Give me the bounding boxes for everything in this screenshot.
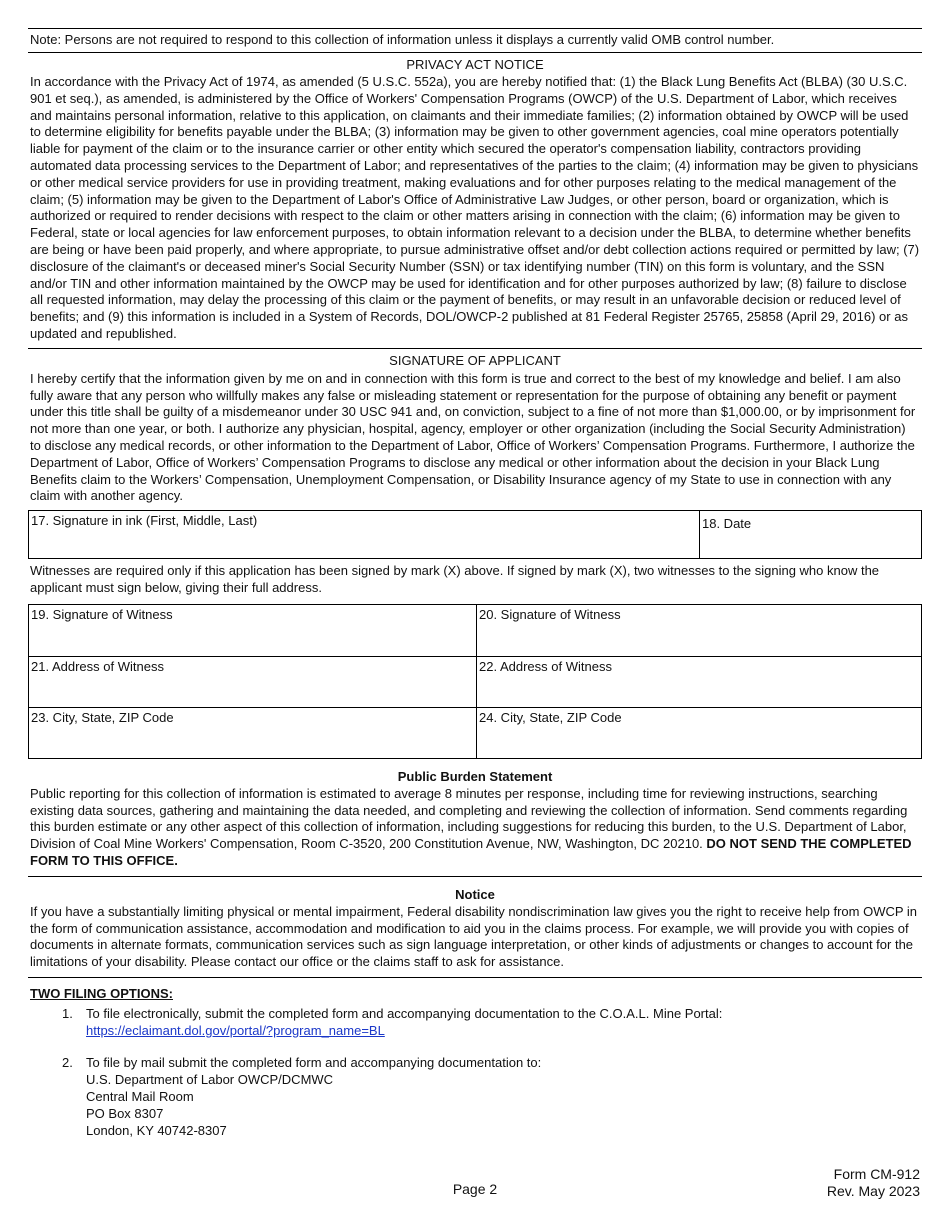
- applicant-signature-table: [28, 510, 922, 559]
- witness-1-signature-field[interactable]: [29, 604, 477, 656]
- signature-field[interactable]: [29, 511, 700, 559]
- filing-option-electronic: [62, 1006, 922, 1040]
- notice-text: If you have a substantially limiting physical or mental impairment, Federal disability nondiscrimination law gives you the right to receive help from OWCP in the form of communication assistance, accommodation and modification to aid you in the claims process. For example, we will provide you with copies of documents in alternate formats, communication services such as sign language interpretation, or other kinds of adjustments or changes to account for the limitations of your disability. Please contact our office or the claims staff to ask for assistance.: [30, 903, 918, 970]
- notice-title: Notice: [455, 886, 495, 902]
- date-field-label: 18. Date: [702, 516, 752, 532]
- signature-of-applicant-title: SIGNATURE OF APPLICANT: [389, 352, 561, 368]
- form-page: [28, 28, 922, 1139]
- witness-1-address-field[interactable]: [29, 656, 477, 707]
- witness-2-city-state-zip-label: 24. City, State, ZIP Code: [479, 709, 622, 725]
- certification-text: I hereby certify that the information given by me on and in connection with this form is true and correct to the best of my knowledge and belief. I am also fully aware that any person who willfully makes any false or misleading statement or representation for the purpose of obtaining any benefit or payment under this title shall be guilty of a misdemeanor under 30 USC 941 and, on conviction, subject to a fine of not more than $1,000.00, or by imprisonment for not more than one year, or both. I authorize any physician, hospital, agency, employer or other organization (including the Social Security Administration) to disclose any medical records, or other information to the Department of Labor, Office of Workers’ Compensation Programs. Furthermore, I authorize the Department of Labor, Office of Workers’ Compensation Programs to disclose any medical or other information about the decision in your Black Lung Benefits claim to the Workers’ Compensation, Unemployment Compensation, or Disability Insurance agency of my State to use in connection with any claim with another agency.: [30, 370, 916, 504]
- form-id-block: [827, 1166, 920, 1200]
- witness-2-signature-field[interactable]: [477, 604, 922, 656]
- witness-1-signature-label: 19. Signature of Witness: [31, 606, 173, 622]
- witness-1-city-state-zip-label: 23. City, State, ZIP Code: [31, 709, 174, 725]
- witness-2-city-state-zip-field[interactable]: [477, 707, 922, 758]
- mail-address-line-4: London, KY 40742-8307: [86, 1122, 227, 1138]
- option-2-number: 2.: [62, 1055, 73, 1071]
- filing-options-heading: TWO FILING OPTIONS:: [30, 985, 173, 1001]
- form-number: Form CM-912: [833, 1166, 920, 1182]
- filing-option-mail: [62, 1055, 922, 1139]
- witness-instructions: Witnesses are required only if this application has been signed by mark (X) above. If signed by mark (X), two witnesses to the signing who know the applicant must sign below, giving their full address.: [30, 563, 880, 595]
- form-revision: Rev. May 2023: [826, 1183, 920, 1199]
- option-1-number: 1.: [62, 1005, 73, 1021]
- signature-field-label: 17. Signature in ink (First, Middle, Last): [31, 513, 258, 529]
- witness-2-address-label: 22. Address of Witness: [479, 658, 612, 674]
- public-burden-body: Public reporting for this collection of information is estimated to average 8 minutes per response, including time for reviewing instructions, searching existing data sources, gathering and maintaining the data needed, and completing and reviewing the collection of information. Send comments regarding this burden estimate or any other aspect of this collection of information, including suggestions for reducing this burden, to the U.S. Department of Labor, Division of Coal Mine Workers' Compensation, Room C-3520, 200 Constitution Avenue, NW, Washington, DC 20210.: [30, 785, 908, 852]
- mail-address-line-1: U.S. Department of Labor OWCP/DCMWC: [86, 1072, 334, 1088]
- witness-2-signature-label: 20. Signature of Witness: [479, 606, 621, 622]
- page-number: Page 2: [452, 1181, 498, 1197]
- public-burden-title: Public Burden Statement: [397, 768, 553, 784]
- mail-address-line-2: Central Mail Room: [86, 1089, 194, 1105]
- witness-1-address-label: 21. Address of Witness: [31, 658, 164, 674]
- option-2-text: To file by mail submit the completed form and accompanying documentation to:: [86, 1055, 542, 1071]
- option-1-text: To file electronically, submit the completed form and accompanying documentation to the C.O.A.L. Mine Portal:: [86, 1005, 723, 1021]
- witness-2-address-field[interactable]: [477, 656, 922, 707]
- public-burden-text: [28, 786, 922, 870]
- mail-address-line-3: PO Box 8307: [86, 1105, 164, 1121]
- omb-note: Note: Persons are not required to respond to this collection of information unless it displays a currently valid OMB control number.: [30, 32, 775, 47]
- witness-1-city-state-zip-field[interactable]: [29, 707, 477, 758]
- date-field[interactable]: [700, 511, 922, 559]
- privacy-act-text: In accordance with the Privacy Act of 1974, as amended (5 U.S.C. 552a), you are hereby notified that: (1) the Black Lung Benefits Act (BLBA) (30 U.S.C. 901 et seq.), as amended, is administered by the Office of Workers' Compensation Programs (OWCP) of the U.S. Department of Labor, which receives and maintains personal information, relative to this application, on claimants and their immediate families; (2) information obtained by OWCP will be used to determine eligibility for benefits payable under the BLBA; (3) information may be given to other government agencies, coal mine operators potentially liable for payment of the claim or to the insurance carrier or other entity which secured the operator's compensation liability, contractors providing automated data processing services to the Department of Labor; and representatives of the parties to the claim; (4) information may be given to physicians or other medical service providers for use in providing treatment, making evaluations and for other purposes relating to the medical management of the claim; (5) information may be given to the Department of Labor's Office of Administrative Law Judges, or other person, board or organization, which is authorized or required to render decisions with respect to the claim or other matters arising in connection with the claim; (6) information may be given to Federal, state or local agencies for law enforcement purposes, to obtain information relevant to a decision under the BLBA, to determine whether benefits are being or have been paid properly, and where appropriate, to pursue administrative offset and/or debt collection actions required or permitted by law; (7) disclosure of the claimant's or deceased miner's Social Security Number (SSN) or tax identifying number (TIN) on this form is voluntary, and the SSN and/or TIN and other information maintained by the OWCP may be used for identification and for other purposes authorized by law; (8) failure to disclose all requested information, may delay the processing of this claim or the payment of benefits, or may result in an unfavorable decision or reduced level of benefits; and (9) this information is included in a System of Records, DOL/OWCP-2 published at 81 Federal Register 25765, 25858 (April 29, 2016) or as updated and republished.: [30, 74, 920, 341]
- privacy-act-title: PRIVACY ACT NOTICE: [406, 57, 544, 72]
- witness-table: [28, 604, 922, 759]
- do-not-send-warning: DO NOT SEND THE COMPLETED FORM TO THIS OFFICE.: [30, 836, 912, 868]
- coal-mine-portal-link[interactable]: https://eclaimant.dol.gov/portal/?program_name=BL: [86, 1022, 385, 1038]
